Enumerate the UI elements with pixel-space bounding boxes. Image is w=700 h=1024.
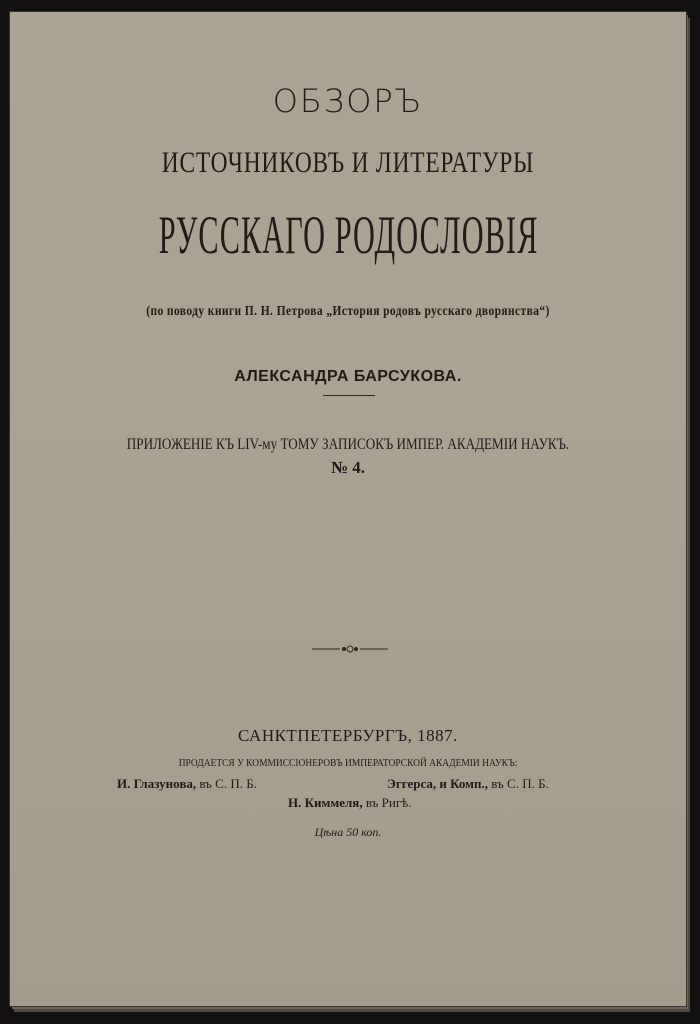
imprint-city-year: САНКТПЕТЕРБУРГЪ, 1887. bbox=[238, 726, 458, 745]
title-line-2: ИСТОЧНИКОВЪ И ЛИТЕРАТУРЫ bbox=[161, 146, 535, 179]
price: Цѣна 50 коп. bbox=[314, 825, 382, 839]
title-line-3: РУССКАГО РОДОСЛОВІЯ bbox=[158, 205, 539, 265]
seller-kimmel bbox=[288, 795, 411, 811]
imprint-sold-by: ПРОДАЕТСЯ У КОММИССІОНЕРОВЪ ИМПЕРАТОРСКОЙ АКАДЕМІИ НАУКЪ: bbox=[178, 757, 518, 769]
subtitle: (по поводу книги П. Н. Петрова „История родовъ русскаго дворянства“) bbox=[146, 304, 550, 319]
seller-name: Эггерса, и Комп., bbox=[387, 776, 488, 791]
seller-place: въ С. П. Б. bbox=[488, 776, 549, 791]
ornament-divider-icon bbox=[310, 642, 390, 656]
divider-rule bbox=[323, 395, 375, 396]
seller-eggers bbox=[387, 776, 549, 792]
issue-number: № 4. bbox=[330, 458, 366, 477]
seller-glazunov bbox=[117, 776, 257, 792]
seller-name: И. Глазунова, bbox=[117, 776, 197, 791]
seller-place: въ Ригѣ. bbox=[362, 795, 412, 810]
title-page bbox=[10, 12, 686, 1006]
appendix-note: ПРИЛОЖЕНІЕ КЪ LIV-му ТОМУ ЗАПИСОКЪ ИМПЕР. АКАДЕМІИ НАУКЪ. bbox=[126, 436, 570, 453]
title-line-1: ОБЗОРЪ bbox=[272, 82, 424, 120]
seller-place: въ С. П. Б. bbox=[196, 776, 257, 791]
author: АЛЕКСАНДРА БАРСУКОВА. bbox=[234, 368, 462, 385]
seller-name: Н. Киммеля, bbox=[288, 795, 363, 810]
